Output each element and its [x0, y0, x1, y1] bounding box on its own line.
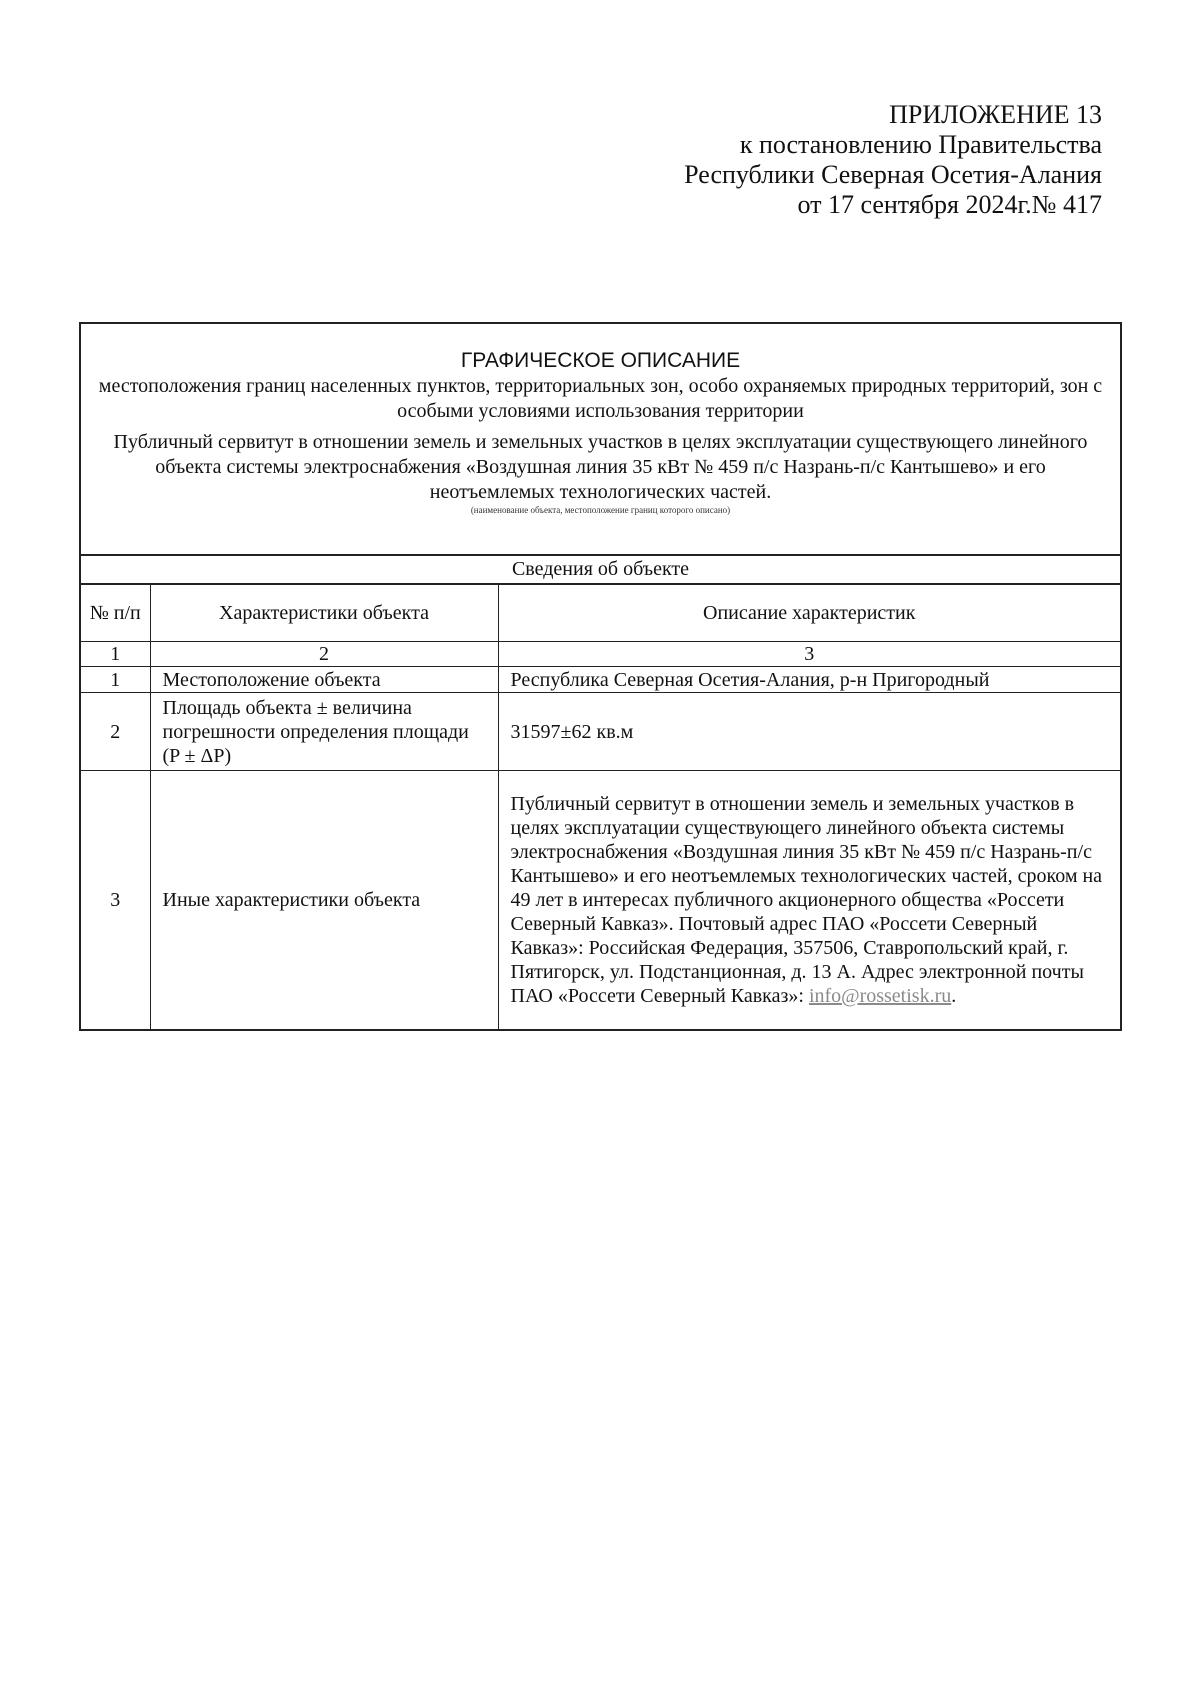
header-characteristic: Характеристики объекта: [150, 585, 498, 642]
column-number: 3: [498, 642, 1120, 667]
table-row: [81, 693, 1120, 771]
row-characteristic: Иные характеристики объекта: [150, 771, 498, 1029]
title-block: [81, 324, 1120, 556]
row-number: 1: [81, 667, 150, 693]
row-description: 31597±62 кв.м: [498, 693, 1120, 771]
row-description: Республика Северная Осетия-Алания, р-н Пригородный: [498, 667, 1120, 693]
object-name-note: (наименование объекта, местоположение границ которого описано): [470, 505, 731, 515]
document-subtitle: местоположения границ населенных пунктов, территориальных зон, особо охраняемых природных территорий, зон с особыми условиями использования территории: [98, 375, 1103, 422]
header-description: Описание характеристик: [498, 585, 1120, 642]
appendix-number: ПРИЛОЖЕНИЕ 13: [889, 100, 1102, 129]
email-link[interactable]: info@rossetisk.ru: [808, 984, 952, 1007]
table-title: Сведения об объекте: [81, 556, 1120, 584]
appendix-government: Республики Северная Осетия-Алания: [684, 160, 1102, 189]
appendix-reference: к постановлению Правительства: [739, 130, 1102, 159]
row-number: 2: [81, 693, 150, 771]
column-number: 1: [81, 642, 150, 667]
appendix-header: [502, 100, 1102, 220]
object-name: Публичный сервитут в отношении земель и земельных участков в целях эксплуатации существующего линейного объекта системы электроснабжения «Воздушная линия 35 кВт № 459 п/с Назрань-п/с Кантышево» и его неотъемлемых технологических частей.: [113, 431, 1088, 503]
object-info-table: [81, 584, 1120, 1029]
row-characteristic: Местоположение объекта: [150, 667, 498, 693]
row-description: [498, 771, 1120, 1029]
column-number: 2: [150, 642, 498, 667]
row-number: 3: [81, 771, 150, 1029]
document-frame: [79, 322, 1122, 1031]
column-number-row: [81, 642, 1120, 667]
header-num: № п/п: [81, 585, 150, 642]
table-header-row: [81, 585, 1120, 642]
document-title: ГРАФИЧЕСКОЕ ОПИСАНИЕ: [460, 349, 741, 372]
row-description-tail: .: [951, 984, 957, 1007]
row-description-text: Публичный сервитут в отношении земель и земельных участков в целях эксплуатации существующего линейного объекта системы электроснабжения «Воздушная линия 35 кВт № 459 п/с Назрань-п/с Кантышево» и его неотъемлемых технологических частей, сроком на 49 лет в интересах публичного акционерного общества «Россети Северный Кавказ». Почтовый адрес ПАО «Россети Северный Кавказ»: Российская Федерация, 357506, Ставропольский край, г. Пятигорск, ул. Подстанционная, д. 13 А. Адрес электронной почты ПАО «Россети Северный Кавказ»:: [510, 792, 1103, 1007]
appendix-date: от 17 сентября 2024г.№ 417: [797, 190, 1102, 219]
table-row: [81, 667, 1120, 693]
table-row: [81, 771, 1120, 1029]
row-characteristic: Площадь объекта ± величина погрешности определения площади (P ± ΔP): [150, 693, 498, 771]
